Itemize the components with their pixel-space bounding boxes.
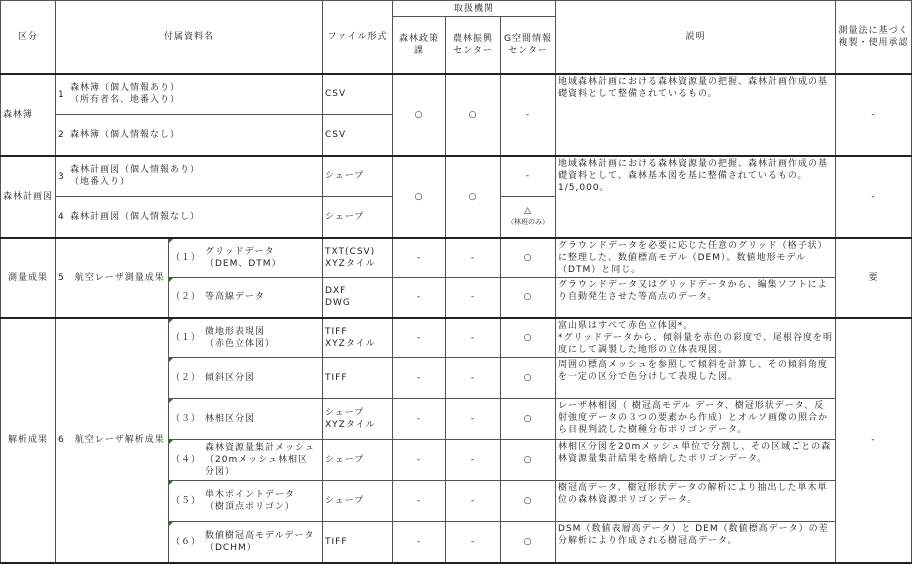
- format-cell: シェープ: [323, 440, 393, 481]
- sub-item-name: グリッドデータ （DEM、DTM）: [205, 246, 282, 269]
- format-cell: シェープ: [323, 156, 393, 197]
- mark-dash: -: [393, 440, 446, 481]
- sub-item-number: （６）: [171, 536, 202, 547]
- mark-dash: -: [393, 481, 446, 522]
- mark-dash: -: [501, 74, 556, 156]
- sub-item-name: 林相区分図: [205, 413, 256, 424]
- description-cell: グラウンドデータ又はグリッドデータから、編集ソフトにより自動発生させた等高点のデータ。: [556, 278, 836, 318]
- approval-cell: -: [836, 74, 912, 156]
- format-cell: TIFF XYZタイル: [323, 318, 393, 358]
- item-number: 3: [58, 171, 65, 182]
- format-cell: TIFF: [323, 358, 393, 399]
- description-cell: レーザ林相図（ 樹冠高モデル データ、樹冠形状データ、反射強度データの３つの要素から作成）とオルソ画像の照合から目視判読した樹種分布ポリゴンデータ。: [556, 399, 836, 440]
- description-cell: DSM（数値表層高データ）と DEM（数値標高データ）の差分解析により作成される樹冠高データ。: [556, 522, 836, 563]
- sub-item-name: 等高線データ: [205, 292, 266, 302]
- description-cell: 周囲の標高メッシュを参照して傾斜を計算し、その傾斜角度を一定の区分で色分けして表現した図。: [556, 358, 836, 399]
- mark-dash: -: [446, 481, 501, 522]
- item-name: 森林計画図（個人情報なし）: [70, 211, 201, 222]
- item-name: 6 航空レーザ解析成果: [56, 318, 169, 563]
- mark-circle: ○: [501, 481, 556, 522]
- mark-circle: ○: [501, 522, 556, 563]
- format-cell: CSV: [323, 115, 393, 156]
- description-cell: グラウンドデータを必要に応じた任意のグリッド（格子状）に整理した、数値標高モデル（DEM）。数値地形モデル（DTM）と同じ。: [556, 238, 836, 278]
- description-cell: 地域森林計画における森林資源量の把握、森林計画作成の基礎資料として整備されているもの。: [556, 74, 836, 156]
- mark-circle: ○: [501, 440, 556, 481]
- approval-cell: -: [836, 318, 912, 563]
- table-row: [1, 238, 912, 278]
- item-name: 森林計画図（個人情報あり） （地番入り）: [70, 165, 201, 188]
- sub-item-name: 微地形表現図 （赤色立体図）: [205, 326, 276, 349]
- approval-cell: -: [836, 156, 912, 238]
- item-name: 森林簿（個人情報あり） （所有者名、地番入り）: [70, 83, 181, 106]
- item-number: 2: [58, 130, 65, 140]
- mark-dash: -: [393, 522, 446, 563]
- mark-dash: -: [393, 318, 446, 358]
- triangle-note: （林班のみ）: [507, 217, 550, 226]
- mark-circle: ○: [446, 156, 501, 238]
- sub-item-name: 単木ポイントデータ （樹頂点ポリゴン）: [205, 490, 296, 512]
- sub-item-number: （１）: [171, 332, 202, 343]
- mark-triangle: △: [524, 205, 532, 216]
- description-cell: 林相区分図を20mメッシュ単位で分割し、その区域ごとの森林資源量集計結果を格納したポリゴンデータ。: [556, 440, 836, 481]
- sub-item-number: （３）: [171, 413, 202, 424]
- item-number: 1: [58, 89, 65, 100]
- mark-dash: -: [393, 358, 446, 399]
- format-cell: TXT(CSV) XYZタイル: [323, 238, 393, 278]
- sub-item-name: 森林資源量集計メッシュ（20mメッシュ林相区分図）: [205, 443, 315, 477]
- header-description: 説明: [556, 1, 836, 74]
- mark-circle: ○: [501, 318, 556, 358]
- format-cell: DXF DWG: [323, 278, 393, 318]
- category-cell: 森林計画図: [1, 156, 56, 238]
- item-name: 森林簿（個人情報なし）: [70, 129, 181, 140]
- mark-circle: ○: [393, 74, 446, 156]
- mark-circle: ○: [501, 238, 556, 278]
- sub-item-name: 数値樹冠高モデルデータ （DCHM）: [205, 530, 315, 553]
- mark-dash: -: [446, 399, 501, 440]
- description-cell: 富山県はすべて赤色立体図*。 *グリッドデータから、傾斜量を赤色の彩度で、尾根谷度を明度にして調製した地形の立体表現図。: [556, 318, 836, 358]
- mark-dash: -: [501, 156, 556, 197]
- mark-dash: -: [446, 278, 501, 318]
- sub-item-number: （５）: [171, 496, 202, 506]
- format-cell: シェープ: [323, 197, 393, 238]
- mark-circle: ○: [393, 156, 446, 238]
- mark-dash: -: [446, 358, 501, 399]
- item-name: 5 航空レーザ測量成果: [56, 238, 169, 318]
- mark-dash: -: [393, 399, 446, 440]
- mark-circle: ○: [501, 399, 556, 440]
- header-format: ファイル形式: [323, 1, 393, 74]
- sub-item-number: （１）: [171, 252, 202, 263]
- sub-item-name: 傾斜区分図: [205, 372, 256, 383]
- table-row: [1, 74, 912, 115]
- mark-dash: -: [446, 522, 501, 563]
- format-cell: シェープ: [323, 481, 393, 522]
- sub-item-number: （４）: [171, 455, 202, 465]
- table-row: [1, 156, 912, 197]
- category-cell: 解析成果: [1, 318, 56, 563]
- mark-dash: -: [393, 278, 446, 318]
- header-agencies: 取扱機関: [393, 1, 556, 17]
- format-cell: TIFF: [323, 522, 393, 563]
- item-number: 4: [58, 212, 65, 222]
- approval-cell: 要: [836, 238, 912, 318]
- category-cell: 測量成果: [1, 238, 56, 318]
- header-approval: 測量法に基づく 複製・使用承認: [836, 1, 912, 74]
- header-agency-forest-policy: 森林政策課: [393, 17, 446, 74]
- mark-dash: -: [446, 238, 501, 278]
- sub-item-number: （２）: [171, 292, 202, 302]
- mark-dash: -: [446, 440, 501, 481]
- sub-item-number: （２）: [171, 372, 202, 383]
- header-agency-g-space-center: G空間情報 センター: [501, 17, 556, 74]
- format-cell: CSV: [323, 74, 393, 115]
- mark-circle: ○: [501, 358, 556, 399]
- table-row: [1, 318, 912, 358]
- mark-dash: -: [393, 238, 446, 278]
- description-cell: 地域森林計画における森林資源量の把握、森林計画作成の基礎資料として、森林基本図を基に整備されているもの。 1/5,000。: [556, 156, 836, 238]
- header-name: 付属資料名: [56, 1, 323, 74]
- header-category: 区分: [1, 1, 56, 74]
- format-cell: シェープ XYZタイル: [323, 399, 393, 440]
- mark-dash: -: [446, 318, 501, 358]
- category-cell: 森林簿: [1, 74, 56, 156]
- mark-circle: ○: [446, 74, 501, 156]
- mark-circle: ○: [501, 278, 556, 318]
- description-cell: 樹冠高データ、樹冠形状データの解析により抽出した単木単位の森林資源ポリゴンデータ。: [556, 481, 836, 522]
- header-agency-agri-center: 農林振興 センター: [446, 17, 501, 74]
